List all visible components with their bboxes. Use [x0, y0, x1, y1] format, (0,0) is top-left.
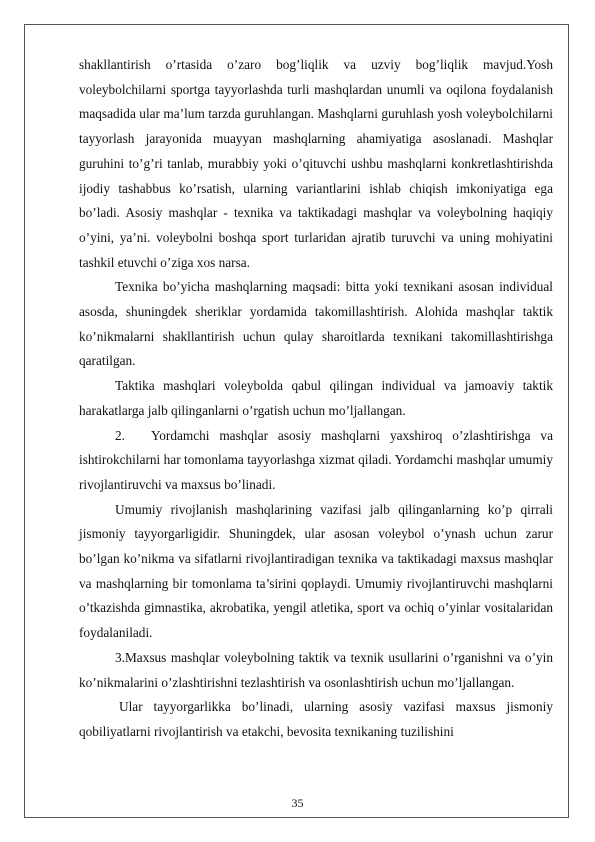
paragraph-4-numbered: [79, 424, 553, 498]
document-body: [79, 53, 553, 745]
paragraph-4-text: Yordamchi mashqlar asosiy mashqlarni yaxshiroq o’zlashtirishga va ishtirokchilarni har tomonlama tayyorlashga xizmat qiladi. Yordamchi mashqlar umumiy rivojlantiruvchi va maxsus bo’linadi.: [79, 427, 553, 492]
paragraph-7: Ular tayyorgarlikka bo’linadi, ularning asosiy vazifasi maxsus jismoniy qobiliyatlarni rivojlantirish va etakchi, bevosita texnikaning tuzilishini: [79, 699, 553, 739]
paragraph-5: Umumiy rivojlanish mashqlarining vazifasi jalb qilinganlarning ko’p qirrali jismoniy tayyorgarligidir. Shuningdek, ular asosan voleybol o’ynash uchun zarur bo’lgan ko’nikma va sifatlarni rivojlantiradigan texnika va taktikadagi maxsus mashqlar va mashqlarning bir tomonlama ta’sirini qoplaydi. Umumiy rivojlantiruvchi mashqlarni o’tkazishda gimnastika, akrobatika, yengil atletika, sport va ochiq o’yinlar vositalaridan foydalaniladi.: [79, 501, 553, 641]
list-marker: 2.: [115, 427, 125, 443]
page-number: 35: [291, 796, 304, 810]
paragraph-1: shakllantirish o’rtasida o’zaro bog’liqlik va uzviy bog’liqlik mavjud.Yosh voleybolchilarni sportga tayyorlashda turli mashqlardan unumli va oqilona foydalanish maqsadida ular ma’lum tarzda guruhlangan. Mashqlarni guruhlash yosh voleybolchilarni tayyorlash jarayonida muayyan mashqlarning ahamiyatiga asoslanadi. Mashqlar guruhini to’g’ri tanlab, murabbiy yoki o’qituvchi ushbu mashqlarni konkretlashtirishda ijodiy tashabbus ko’rsatish, ularning variantlarini ishlab chiqish imkoniyatiga ega bo’ladi. Asosiy mashqlar - texnika va taktikadagi mashqlar va voleybolning haqiqiy o’yini, ya’ni. voleybolni boshqa sport turlaridan ajratib turuvchi va uning mohiyatini tashkil etuvchi o’ziga xos narsa.: [79, 57, 553, 270]
paragraph-6: 3.Maxsus mashqlar voleybolning taktik va texnik usullarini o’rganishni va o’yin ko’nikmalarini o’zlashtirishni tezlashtirish va osonlashtirish uchun mo’ljallangan.: [79, 649, 553, 690]
paragraph-3: Taktika mashqlari voleybolda qabul qilingan individual va jamoaviy taktik harakatlarga jalb qilinganlarni o’rgatish uchun mo’ljallangan.: [79, 378, 553, 418]
paragraph-2: Texnika bo’yicha mashqlarning maqsadi: bitta yoki texnikani asosan individual asosda, shuningdek sheriklar yordamida takomillashtirish. Alohida mashqlar taktik ko’nikmalarni shakllantirish uchun qulay sharoitlarda texnikani takomillashtirishga qaratilgan.: [79, 279, 553, 369]
